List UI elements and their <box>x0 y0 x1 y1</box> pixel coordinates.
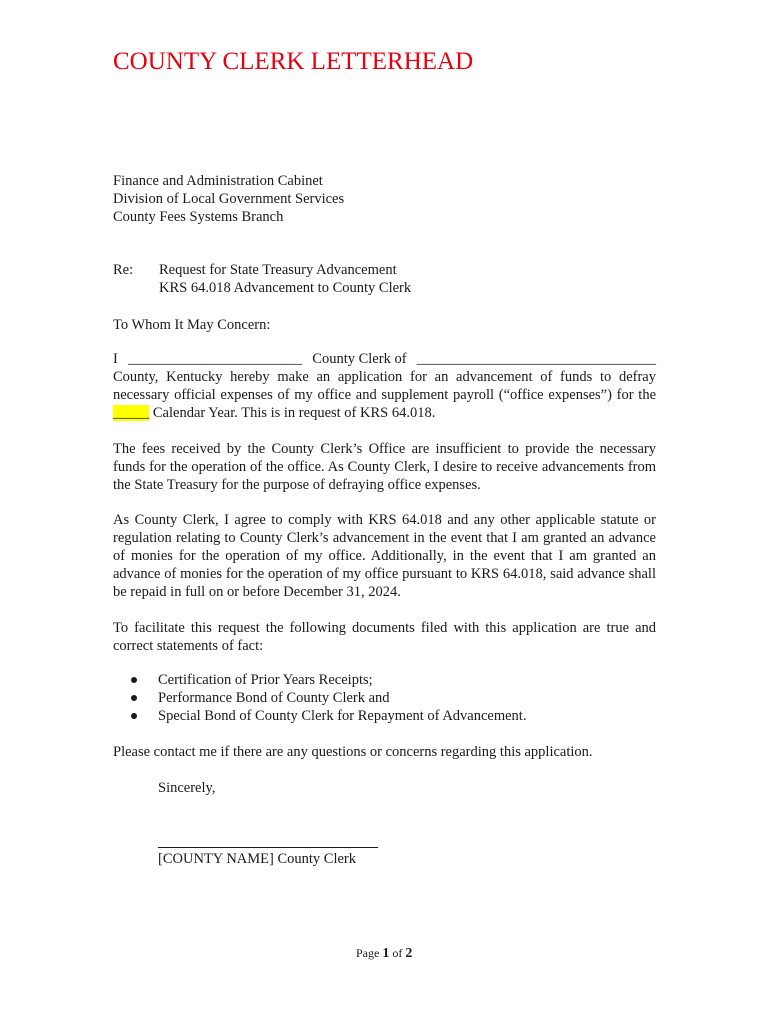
application-tail-text: Calendar Year. This is in request of KRS 64.018. <box>152 405 436 421</box>
signature-name: [COUNTY NAME] County Clerk <box>158 851 357 867</box>
list-item <box>131 689 526 707</box>
subject-line: KRS 64.018 Advancement to County Clerk <box>159 280 412 296</box>
list-item-text: Special Bond of County Clerk for Repayment of Advancement. <box>158 708 527 724</box>
clerk-name-blank: ________________________ <box>128 351 303 367</box>
county-clerk-of-text: County Clerk of <box>312 351 407 367</box>
page-prefix: Page <box>356 946 380 960</box>
address-line: Division of Local Government Services <box>113 191 345 207</box>
the-text: the <box>638 387 657 403</box>
page-of: of <box>392 946 403 960</box>
closing: Sincerely, <box>158 780 216 796</box>
contact-paragraph: Please contact me if there are any questions or concerns regarding this application. <box>113 744 593 760</box>
bullet-icon <box>131 695 137 701</box>
year-blank-highlight: _____ <box>113 405 150 421</box>
fees-paragraph: The fees received by the County Clerk’s Office are insufficient to provide the necessary funds for the operation of the office. As County Clerk, I desire to receive advancements from the State Treasury for the purpose of defraying office expenses. <box>113 441 656 493</box>
county-name-blank: _________________________________ <box>416 351 656 367</box>
subject-line: Request for State Treasury Advancement <box>159 262 397 278</box>
list-item <box>131 671 526 689</box>
recipient-address <box>113 172 344 226</box>
bullet-icon <box>131 677 137 683</box>
address-line: County Fees Systems Branch <box>113 209 284 225</box>
total-pages: 2 <box>405 946 413 961</box>
current-page: 1 <box>382 946 390 961</box>
subject-label: Re: <box>113 262 134 278</box>
application-text: County, Kentucky hereby make an application for an advancement of funds to defray necessary official expenses of my office and supplement payroll (“office expenses”) for <box>113 369 656 403</box>
page-number <box>356 946 412 962</box>
agreement-paragraph: As County Clerk, I agree to comply with KRS 64.018 and any other applicable statute or regulation relating to County Clerk’s advancement in the event that I am granted an advance of monies for the operation of my office. Additionally, in the event that I am granted an advance of monies for the operation of my office pursuant to KRS 64.018, said advance shall be repaid in full on or before December 31, 2024. <box>113 512 656 600</box>
documents-paragraph: To facilitate this request the following documents filed with this application are true and correct statements of fact: <box>113 620 656 654</box>
application-paragraph <box>113 350 656 422</box>
list-item <box>131 707 526 725</box>
letterhead-title: COUNTY CLERK LETTERHEAD <box>113 48 474 75</box>
documents-list <box>131 671 526 725</box>
salutation: To Whom It May Concern: <box>113 317 271 333</box>
subject-block <box>113 261 673 297</box>
list-item-text: Performance Bond of County Clerk and <box>158 690 390 706</box>
application-first-line <box>113 350 656 368</box>
pronoun: I <box>113 351 118 367</box>
bullet-icon <box>131 713 137 719</box>
list-item-text: Certification of Prior Years Receipts; <box>158 672 373 688</box>
address-line: Finance and Administration Cabinet <box>113 173 323 189</box>
signature-line <box>158 847 378 848</box>
